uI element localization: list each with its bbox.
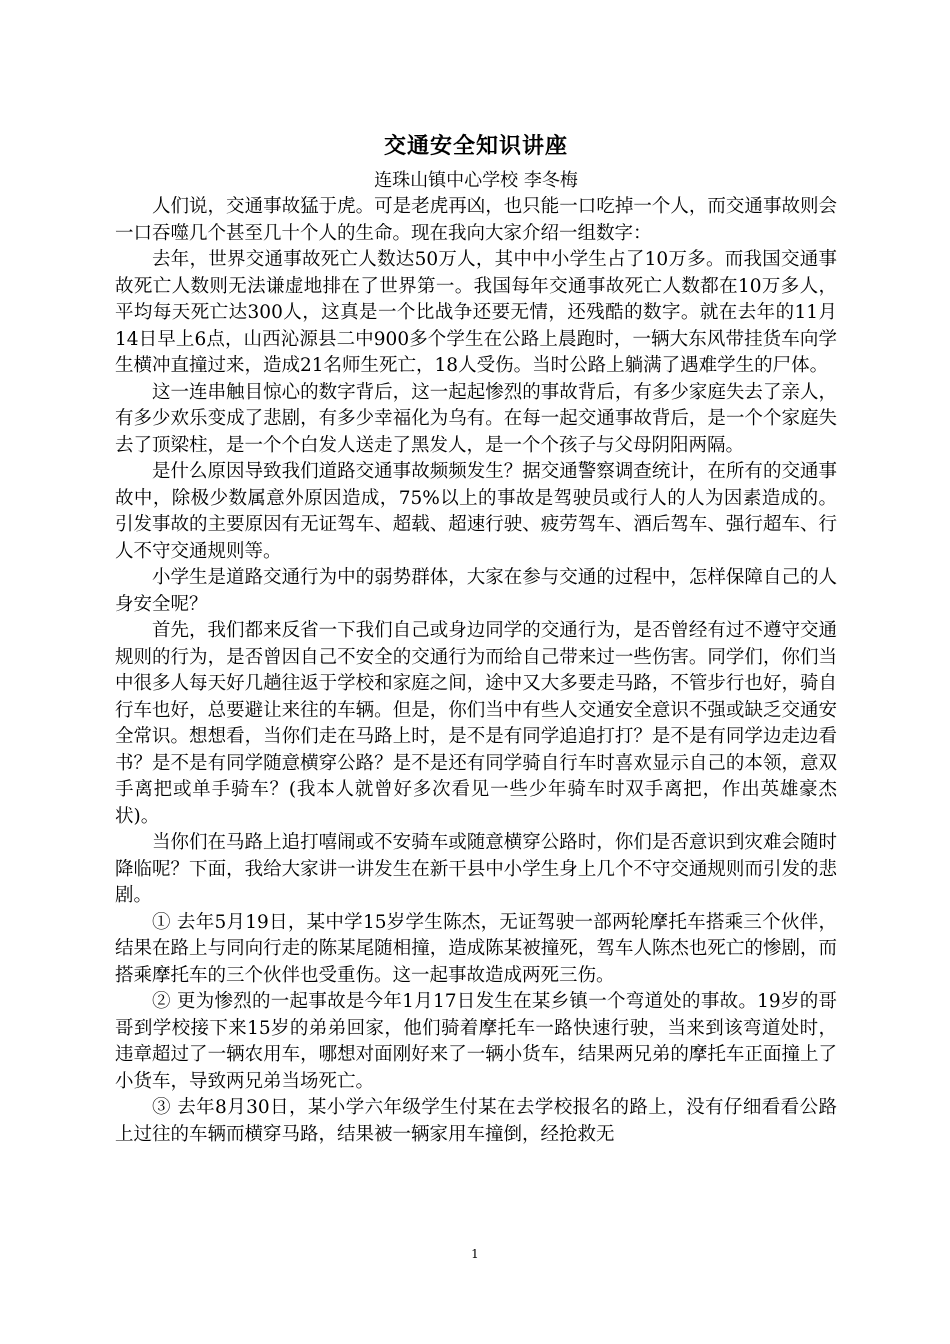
- paragraph-statistics: 去年，世界交通事故死亡人数达50万人，其中中小学生占了10万多。而我国交通事故死亡人数则无法谦虚地排在了世界第一。我国每年交通事故死亡人数都在10万多人，平均每天死亡达300人，这真是一个比战争还要无情，还残酷的数字。就在去年的11月14日早上6点，山西沁源县二中900多个学生在公路上晨跑时，一辆大东风带挂货车向学生横冲直撞过来，造成21名师生死亡，18人受伤。当时公路上躺满了遇难学生的尸体。: [115, 249, 837, 376]
- document-author: 连珠山镇中心学校 李冬梅: [374, 170, 578, 191]
- document-body: [115, 130, 837, 1148]
- document-title: 交通安全知识讲座: [383, 134, 568, 159]
- paragraph-case-1: ① 去年5月19日，某中学15岁学生陈杰，无证驾驶一部两轮摩托车搭乘三个伙伴，结果在路上与同向行走的陈某尾随相撞，造成陈某被撞死，驾车人陈杰也死亡的惨剧，而搭乘摩托车的三个伙伴也受重伤。这一起事故造成两死三伤。: [115, 911, 837, 986]
- paragraph-reflection: 首先，我们都来反省一下我们自己或身边同学的交通行为，是否曾经有过不遵守交通规则的行为，是否曾因自己不安全的交通行为而给自己带来过一些伤害。同学们，你们当中很多人每天好几趟往返于学校和家庭之间，途中又大多要走马路，不管步行也好，骑自行车也好，总要避让来往的车辆。但是，你们当中有些人交通安全意识不强或缺乏交通安全常识。想想看，当你们走在马路上时，是不是有同学追追打打？是不是有同学边走边看书？是不是有同学随意横穿公路？是不是还有同学骑自行车时喜欢显示自己的本领，意双手离把或单手骑车？(我本人就曾好多次看见一些少年骑车时双手离把，作出英雄豪杰状)。: [115, 620, 837, 827]
- paragraph-question: 小学生是道路交通行为中的弱势群体，大家在参与交通的过程中，怎样保障自己的人身安全呢？: [115, 567, 837, 615]
- page-number: 1: [471, 1247, 479, 1261]
- paragraph-case-3: ③ 去年8月30日，某小学六年级学生付某在去学校报名的路上，没有仔细看看公路上过往的车辆而横穿马路，结果被一辆家用车撞倒，经抢救无: [115, 1097, 837, 1145]
- paragraph-causes: 是什么原因导致我们道路交通事故频频发生？据交通警察调查统计，在所有的交通事故中，除极少数属意外原因造成，75%以上的事故是驾驶员或行人的人为因素造成的。引发事故的主要原因有无证驾车、超载、超速行驶、疲劳驾车、酒后驾车、强行超车、行人不守交通规则等。: [115, 461, 837, 562]
- paragraph-intro: 人们说，交通事故猛于虎。可是老虎再凶，也只能一口吃掉一个人，而交通事故则会一口吞噬几个甚至几十个人的生命。现在我向大家介绍一组数字：: [115, 196, 837, 244]
- paragraph-consequences: 这一连串触目惊心的数字背后，这一起起惨烈的事故背后，有多少家庭失去了亲人，有多少欢乐变成了悲剧，有多少幸福化为乌有。在每一起交通事故背后，是一个个家庭失去了顶梁柱，是一个个白发人送走了黑发人，是一个个孩子与父母阴阳两隔。: [115, 381, 837, 456]
- paragraph-case-2: ② 更为惨烈的一起事故是今年1月17日发生在某乡镇一个弯道处的事故。19岁的哥哥到学校接下来15岁的弟弟回家，他们骑着摩托车一路快速行驶，当来到该弯道处时，违章超过了一辆农用车，哪想对面刚好来了一辆小货车，结果两兄弟的摩托车正面撞上了小货车，导致两兄弟当场死亡。: [115, 991, 837, 1092]
- paragraph-transition: 当你们在马路上追打嘻闹或不安骑车或随意横穿公路时，你们是否意识到灾难会随时降临呢？下面，我给大家讲一讲发生在新干县中小学生身上几个不守交通规则而引发的悲剧。: [115, 832, 837, 906]
